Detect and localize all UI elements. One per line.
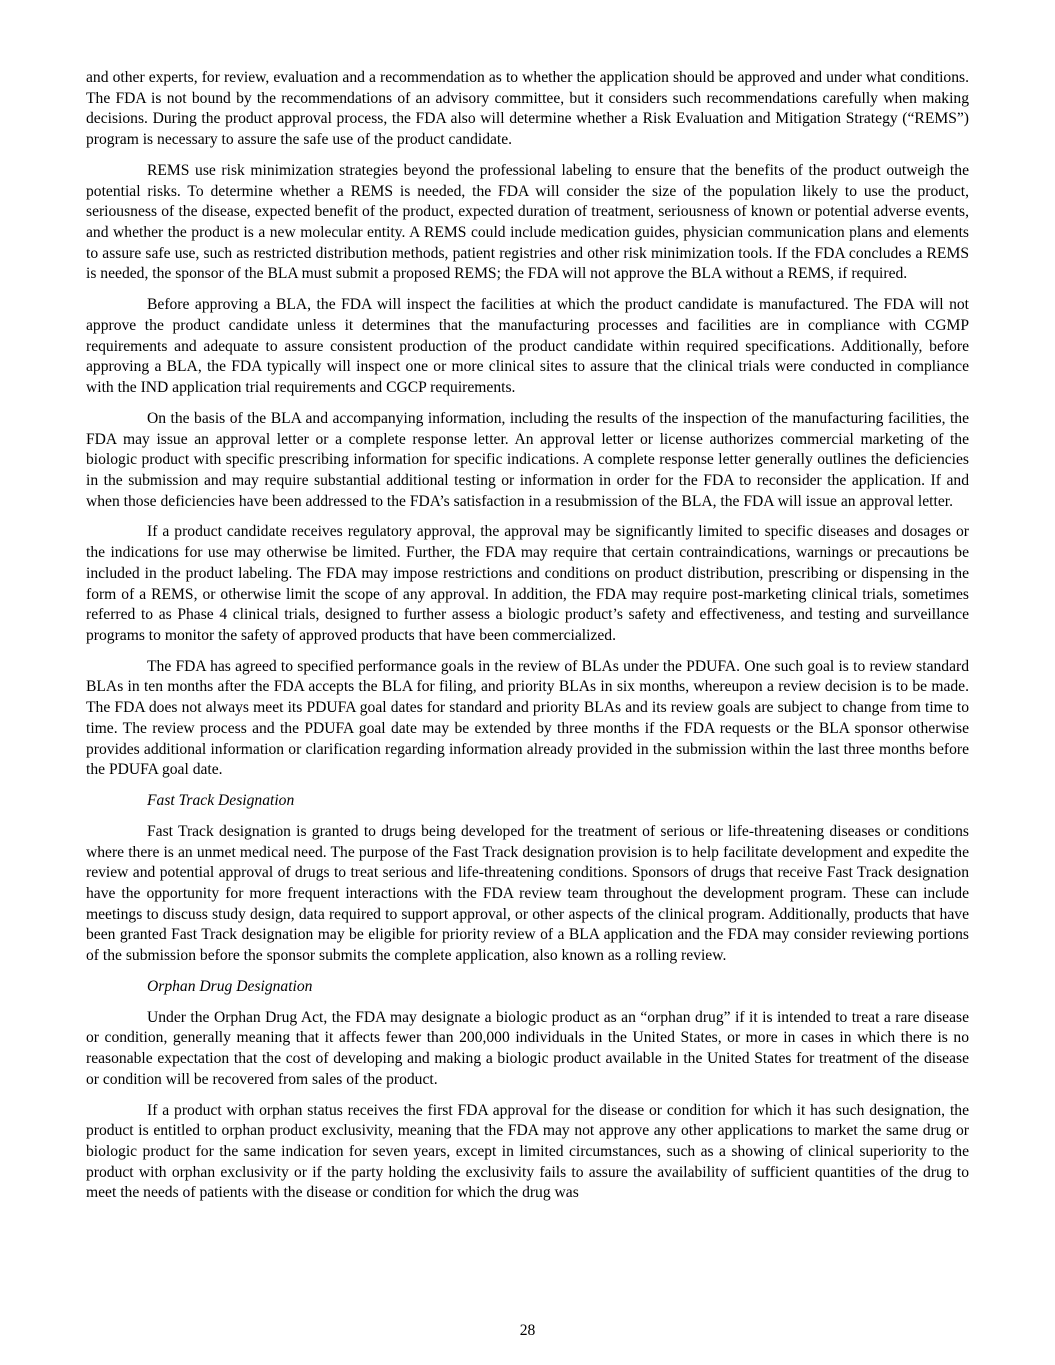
paragraph-pdufa-goals: The FDA has agreed to specified performance goals in the review of BLAs under the PDUFA. One such goal is to review standard BLAs in ten months after the FDA accepts the BLA for filing, and priority BLAs in six months, whereupon a review decision is to be made. The FDA does not always meet its PDUFA goal dates for standard and priority BLAs and its review goals are subject to change from time to time. The review process and the PDUFA goal date may be extended by three months if the FDA requests or the BLA sponsor otherwise provides additional information or clarification regarding information already provided in the submission within the last three months before the PDUFA goal date. xyxy=(86,657,969,779)
heading-fast-track-designation: Fast Track Designation xyxy=(147,792,295,810)
page-number: 28 xyxy=(519,1322,536,1339)
paragraph-rems: REMS use risk minimization strategies beyond the professional labeling to ensure that the benefits of the product outweigh the potential risks. To determine whether a REMS is needed, the FDA will consider the size of the population likely to use the product, seriousness of the disease, expected benefit of the product, expected duration of treatment, seriousness of known or potential adverse events, and whether the product is a new molecular entity. A REMS could include medication guides, physician communication plans and elements to assure safe use, such as restricted distribution methods, patient registries and other risk minimization tools. If the FDA concludes a REMS is needed, the sponsor of the BLA must submit a proposed REMS; the FDA will not approve the BLA without a REMS, if required. xyxy=(86,161,969,283)
paragraph-facility-inspection: Before approving a BLA, the FDA will inspect the facilities at which the product candidate is manufactured. The FDA will not approve the product candidate unless it determines that the manufacturing processes and facilities are in compliance with CGMP requirements and adequate to assure consistent production of the product candidate within required specifications. Additionally, before approving a BLA, the FDA typically will inspect one or more clinical sites to assure that the clinical trials were conducted in compliance with the IND application trial requirements and CGCP requirements. xyxy=(86,296,969,397)
heading-orphan-drug-designation: Orphan Drug Designation xyxy=(147,977,313,995)
paragraph-regulatory-approval-limits: If a product candidate receives regulatory approval, the approval may be significantly limited to specific diseases and dosages or the indications for use may otherwise be limited. Further, the FDA may require that certain contraindications, warnings or precautions be included in the product labeling. The FDA may impose restrictions and conditions on product distribution, prescribing or dispensing in the form of a REMS, or otherwise limit the scope of any approval. In addition, the FDA may require post-marketing clinical trials, sometimes referred to as Phase 4 clinical trials, designed to further assess a biologic product’s safety and effectiveness, and testing and surveillance programs to monitor the safety of approved products that have been commercialized. xyxy=(86,523,969,644)
paragraph-approval-letter: On the basis of the BLA and accompanying information, including the results of the inspection of the manufacturing facilities, the FDA may issue an approval letter or a complete response letter. An approval letter or license authorizes commercial marketing of the biologic product with specific prescribing information for specific indications. A complete response letter generally outlines the deficiencies in the submission and may require substantial additional testing or information in order for the FDA to reconsider the application. If and when those deficiencies have been addressed to the FDA’s satisfaction in a resubmission of the BLA, the FDA will issue an approval letter. xyxy=(86,409,969,510)
paragraph-orphan-exclusivity: If a product with orphan status receives the first FDA approval for the disease or condition for which it has such designation, the product is entitled to orphan product exclusivity, meaning that the FDA may not approve any other applications to market the same drug or biologic product for the same indication for seven years, except in limited circumstances, such as a showing of clinical superiority to the product with orphan exclusivity or if the party holding the exclusivity fails to assure the availability of sufficient quantities of the drug to meet the needs of patients with the disease or condition for which the drug was xyxy=(86,1101,969,1202)
paragraph-orphan-drug-act: Under the Orphan Drug Act, the FDA may designate a biologic product as an “orphan drug” if it is intended to treat a rare disease or condition, generally meaning that it affects fewer than 200,000 individuals in the United States, or more in cases in which there is no reasonable expectation that the cost of developing and making a biologic product available in the United States for treatment of the disease or condition will be recovered from sales of the product. xyxy=(86,1008,969,1088)
paragraph-advisory-committee: and other experts, for review, evaluation and a recommendation as to whether the application should be approved and under what conditions. The FDA is not bound by the recommendations of an advisory committee, but it considers such recommendations carefully when making decisions. During the product approval process, the FDA also will determine whether a Risk Evaluation and Mitigation Strategy (“REMS”) program is necessary to assure the safe use of the product candidate. xyxy=(86,69,969,149)
document-page xyxy=(86,68,969,1214)
paragraph-fast-track: Fast Track designation is granted to drugs being developed for the treatment of serious or life-threatening diseases or conditions where there is an unmet medical need. The purpose of the Fast Track designation provision is to help facilitate development and expedite the review and potential approval of drugs to treat serious and life-threatening conditions. Sponsors of drugs that receive Fast Track designation have the opportunity for more frequent interactions with the FDA review team throughout the development program. These can include meetings to discuss study design, data required to support approval, or other aspects of the clinical program. Additionally, products that have been granted Fast Track designation may be eligible for priority review of a BLA application and the FDA may consider reviewing portions of the submission before the sponsor submits the complete application, also known as a rolling review. xyxy=(86,822,969,965)
